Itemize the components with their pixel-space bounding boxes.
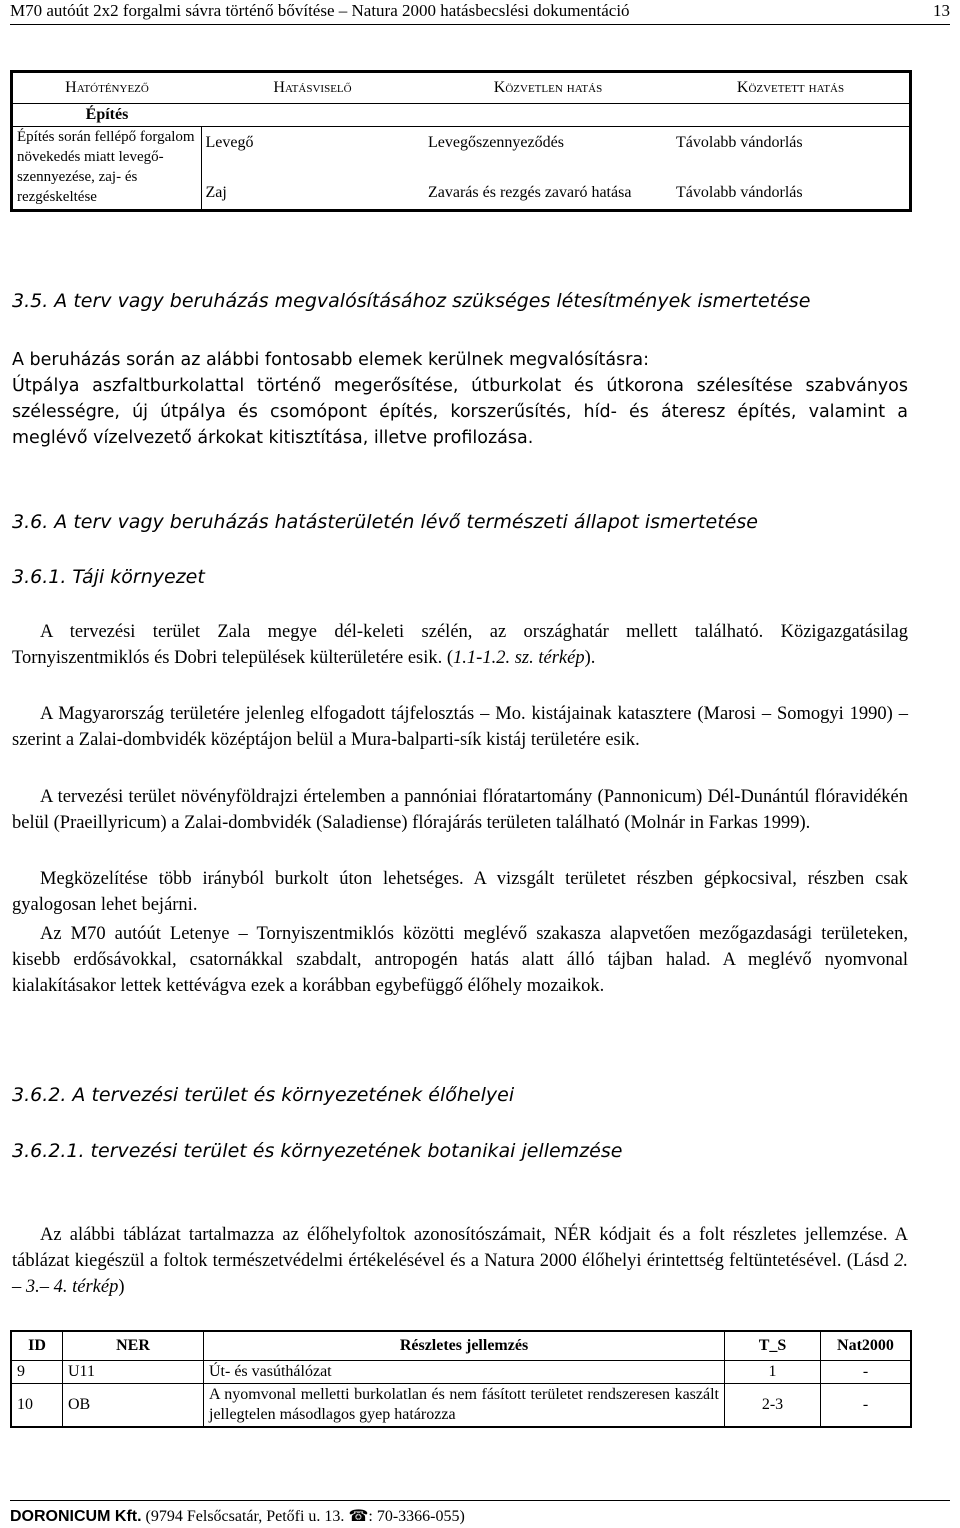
company-name: DORONICUM Kft. [10, 1508, 142, 1525]
section-3-6-2-heading: 3.6.2. A tervezési terület és környezetének élőhelyei [12, 1084, 515, 1106]
landscape-paragraph-1: A tervezési terület Zala megye dél-keleti szélén, az országhatár mellett található. Közigazgatásilag Tornyiszentmiklós és Dobri települések külterületére esik. (1.1-1.2. sz. térkép). [12, 622, 908, 668]
ner-cell: U11 [63, 1361, 204, 1384]
section-label: Építés [12, 104, 202, 127]
col-header-nat2000: Nat2000 [821, 1331, 912, 1361]
indirect-cell: Távolabb vándorlás [676, 184, 803, 201]
section-3-6-heading: 3.6. A terv vagy beruházás hatásterületén lévő természeti állapot ismertetése [12, 511, 758, 533]
telephone-icon: ☎ [348, 1508, 369, 1525]
col-header-receptor: Hatásviselő [201, 72, 424, 104]
nat2000-cell: - [821, 1361, 912, 1384]
company-phone: : 70-3366-055) [368, 1508, 465, 1525]
table-row [12, 127, 911, 184]
section-3-5-intro: A beruházás során az alábbi fontosabb elemek kerülnek megvalósításra: [12, 350, 650, 370]
page-footer [10, 1500, 950, 1526]
indirect-cell: Távolabb vándorlás [676, 134, 803, 151]
impact-table-header-row [12, 72, 911, 104]
ts-cell: 1 [725, 1361, 821, 1384]
ts-cell: 2-3 [725, 1384, 821, 1428]
id-cell: 10 [11, 1384, 63, 1428]
description-cell: A nyomvonal melletti burkolatlan és nem fásított területet rendszeresen kaszált jellegtelen másodlagos gyep határozza [204, 1384, 725, 1428]
table-row [11, 1361, 911, 1384]
impact-table [10, 70, 912, 212]
col-header-factor: Hatótényező [12, 72, 202, 104]
col-header-indirect: Közvetett hatás [672, 72, 911, 104]
landscape-paragraph-4: Megközelítése több irányból burkolt úton lehetséges. A vizsgált területet részben gépkocsival, részben csak gyalogosan lehet bejárni. [12, 869, 908, 915]
table-row [11, 1384, 911, 1428]
botanical-paragraph: Az alábbi táblázat tartalmazza az élőhelyfoltok azonosítószámait, NÉR kódjait és a folt részletes jellemzése. A táblázat kiegészül a foltok természetvédelmi értékelésével és a Natura 2000 élőhelyi érintettség feltüntetésével. (Lásd 2. – 3.– 4. térkép) [12, 1225, 908, 1297]
document-title: M70 autóút 2x2 forgalmi sávra történő bővítése – Natura 2000 hatásbecslési dokumentáció [10, 1, 630, 20]
habitat-table [10, 1330, 912, 1428]
col-header-ts: T_S [725, 1331, 821, 1361]
landscape-paragraph-5: Az M70 autóút Letenye – Tornyiszentmiklós közötti meglévő szakasza alapvetően mezőgazdasági területeken, kisebb erdősávokkal, csatornákkal szabdalt, antropogén hatás alatt álló tájban halad. A meglévő nyomvonal kialakításakor lettek kettévágva ezek a korábban egybefüggő élőhely mozaikok. [12, 924, 908, 996]
section-3-6-1-heading: 3.6.1. Táji környezet [12, 566, 205, 588]
section-3-5-body: Útpálya aszfaltburkolattal történő megerősítése, útburkolat és útkorona szélesítése szabványos szélességre, új útpálya és csomópont építés, korszerűsítés, híd- és áteresz építés, valamint a meglévő vízelvezető árkokat kitisztítása, illetve profilozása. [12, 376, 908, 448]
nat2000-cell: - [821, 1384, 912, 1428]
page-header [10, 0, 950, 25]
map-reference: 2. – 3.– 4. térkép [12, 1251, 908, 1297]
company-address: (9794 Felsőcsatár, Petőfi u. 13. [145, 1508, 345, 1525]
page-number: 13 [933, 1, 950, 20]
landscape-paragraph-2: A Magyarország területére jelenleg elfogadott tájfelosztás – Mo. kistájainak katasztere (Marosi – Somogyi 1990) – szerint a Zalai-dombvidék középtájon belül a Mura-balparti-sík kistáj területére esik. [12, 704, 908, 750]
col-header-id: ID [11, 1331, 63, 1361]
section-3-5-heading: 3.5. A terv vagy beruházás megvalósításához szükséges létesítmények ismertetése [12, 290, 811, 312]
description-cell: Út- és vasúthálózat [204, 1361, 725, 1384]
col-header-ner: NER [63, 1331, 204, 1361]
col-header-description: Részletes jellemzés [204, 1331, 725, 1361]
receptor-cell: Zaj [201, 183, 424, 211]
landscape-paragraph-3: A tervezési terület növényföldrajzi értelemben a pannóniai flóratartomány (Pannonicum) Dél-Dunántúl flóravidékén belül (Praeillyricum) a Zalai-dombvidék (Saladiense) flórajárás területen található (Molnár in Farkas 1999). [12, 787, 908, 833]
impact-factor: Építés során fellépő forgalom növekedés miatt levegő-szennyezése, zaj- és rezgéskeltése [17, 129, 195, 205]
col-header-direct: Közvetlen hatás [424, 72, 672, 104]
receptor-cell: Levegő [201, 127, 424, 184]
map-reference: 1.1-1.2. sz. térkép [453, 648, 585, 668]
ner-cell: OB [63, 1384, 204, 1428]
habitat-table-header-row [11, 1331, 911, 1361]
direct-cell: Zavarás és rezgés zavaró hatása [428, 184, 632, 201]
id-cell: 9 [11, 1361, 63, 1384]
section-3-6-2-1-heading: 3.6.2.1. tervezési terület és környezetének botanikai jellemzése [12, 1140, 623, 1162]
direct-cell: Levegőszennyeződés [428, 134, 564, 151]
